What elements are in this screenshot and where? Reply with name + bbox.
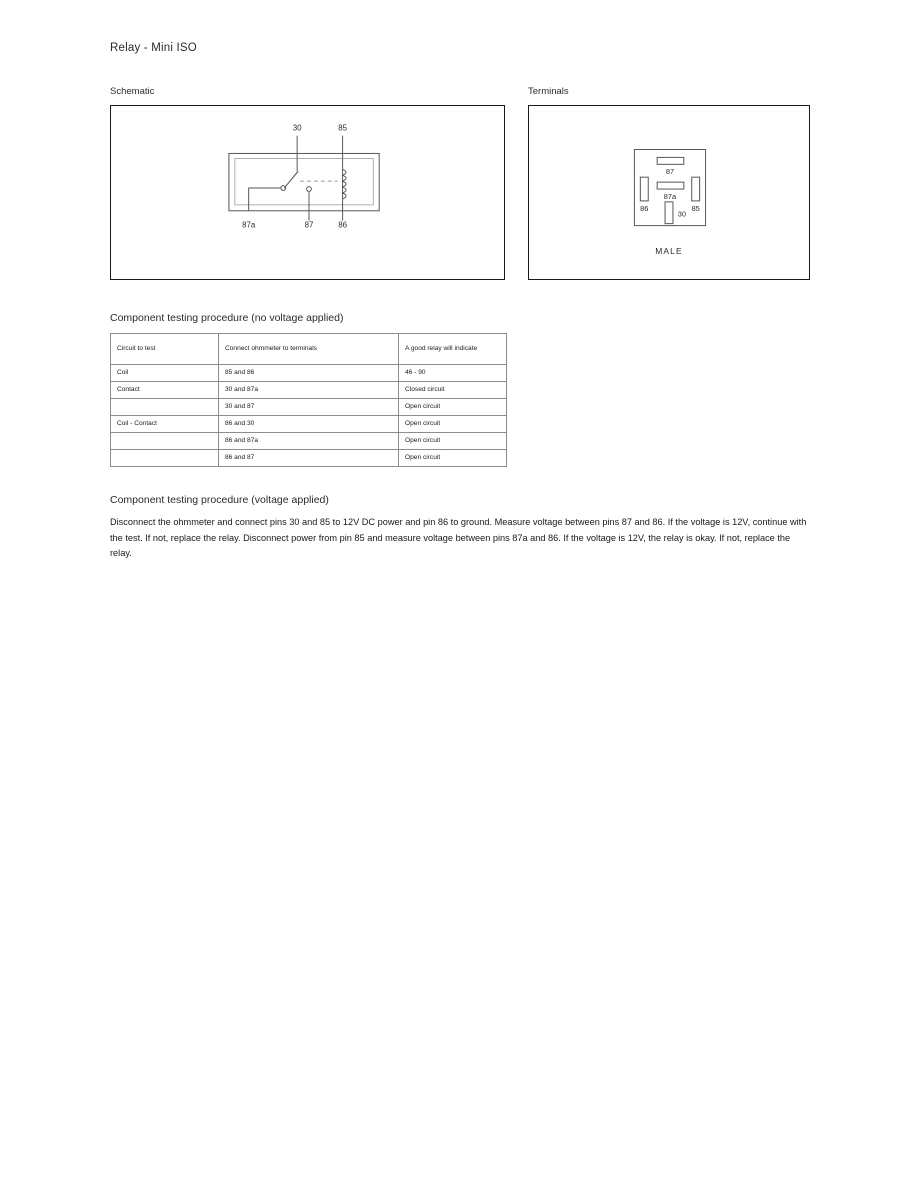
component-testing-table xyxy=(110,333,507,467)
schematic-pin-label-87a: 87a xyxy=(242,220,256,230)
column-header-circuit: Circuit to test xyxy=(111,334,219,365)
cell-indication: Open circuit xyxy=(399,416,507,433)
terminal-label-87: 87 xyxy=(665,167,675,177)
cell-circuit xyxy=(111,399,219,416)
schematic-panel xyxy=(110,105,505,280)
voltage-procedure-body: Disconnect the ohmmeter and connect pins 30 and 85 to 12V DC power and pin 86 to ground. Measure voltage between pins 87 and 86. If the voltage is 12V, continue with the test. If not, replace the relay. Disconnect power from pin 85 and measure voltage between pins 87a and 86. If the voltage is 12V, the relay is okay. If not, replace the relay. xyxy=(110,517,807,558)
table-row xyxy=(111,416,507,433)
cell-circuit xyxy=(111,433,219,450)
page-title: Relay - Mini ISO xyxy=(110,42,197,54)
schematic-pin-label-85: 85 xyxy=(338,123,347,133)
terminals-section-label: Terminals xyxy=(528,86,569,97)
cell-terminals: 86 and 87a xyxy=(219,433,399,450)
table-row xyxy=(111,433,507,450)
table-row xyxy=(111,450,507,467)
table-row xyxy=(111,399,507,416)
cell-circuit: Coil - Contact xyxy=(111,416,219,433)
cell-circuit: Contact xyxy=(111,382,219,399)
terminal-label-30: 30 xyxy=(677,209,686,219)
schematic-pin-label-86: 86 xyxy=(338,220,347,230)
relay-schematic-diagram xyxy=(111,106,504,279)
no-voltage-procedure-heading: Component testing procedure (no voltage applied) xyxy=(110,312,344,324)
terminals-panel xyxy=(528,105,810,280)
schematic-pin-label-87: 87 xyxy=(304,220,314,230)
terminal-label-85: 85 xyxy=(691,203,700,213)
table-row xyxy=(111,382,507,399)
table-row xyxy=(111,365,507,382)
column-header-indication: A good relay will indicate xyxy=(399,334,507,365)
cell-terminals: 86 and 30 xyxy=(219,416,399,433)
column-header-terminals: Connect ohmmeter to terminals xyxy=(219,334,399,365)
cell-indication: Open circuit xyxy=(399,450,507,467)
terminal-label-86: 86 xyxy=(640,203,649,213)
cell-circuit: Coil xyxy=(111,365,219,382)
terminal-label-87a: 87a xyxy=(663,191,677,201)
cell-terminals: 30 and 87 xyxy=(219,399,399,416)
cell-circuit xyxy=(111,450,219,467)
table-header-row xyxy=(111,334,507,365)
schematic-pin-label-30: 30 xyxy=(292,123,302,133)
cell-indication: 46 - 90 xyxy=(399,365,507,382)
cell-terminals: 86 and 87 xyxy=(219,450,399,467)
cell-indication: Open circuit xyxy=(399,433,507,450)
schematic-section-label: Schematic xyxy=(110,86,155,97)
voltage-procedure-heading: Component testing procedure (voltage applied) xyxy=(110,494,329,506)
terminals-view-caption: MALE xyxy=(655,246,683,256)
cell-terminals: 30 and 87a xyxy=(219,382,399,399)
cell-terminals: 85 and 86 xyxy=(219,365,399,382)
cell-indication: Closed circuit xyxy=(399,382,507,399)
cell-indication: Open circuit xyxy=(399,399,507,416)
